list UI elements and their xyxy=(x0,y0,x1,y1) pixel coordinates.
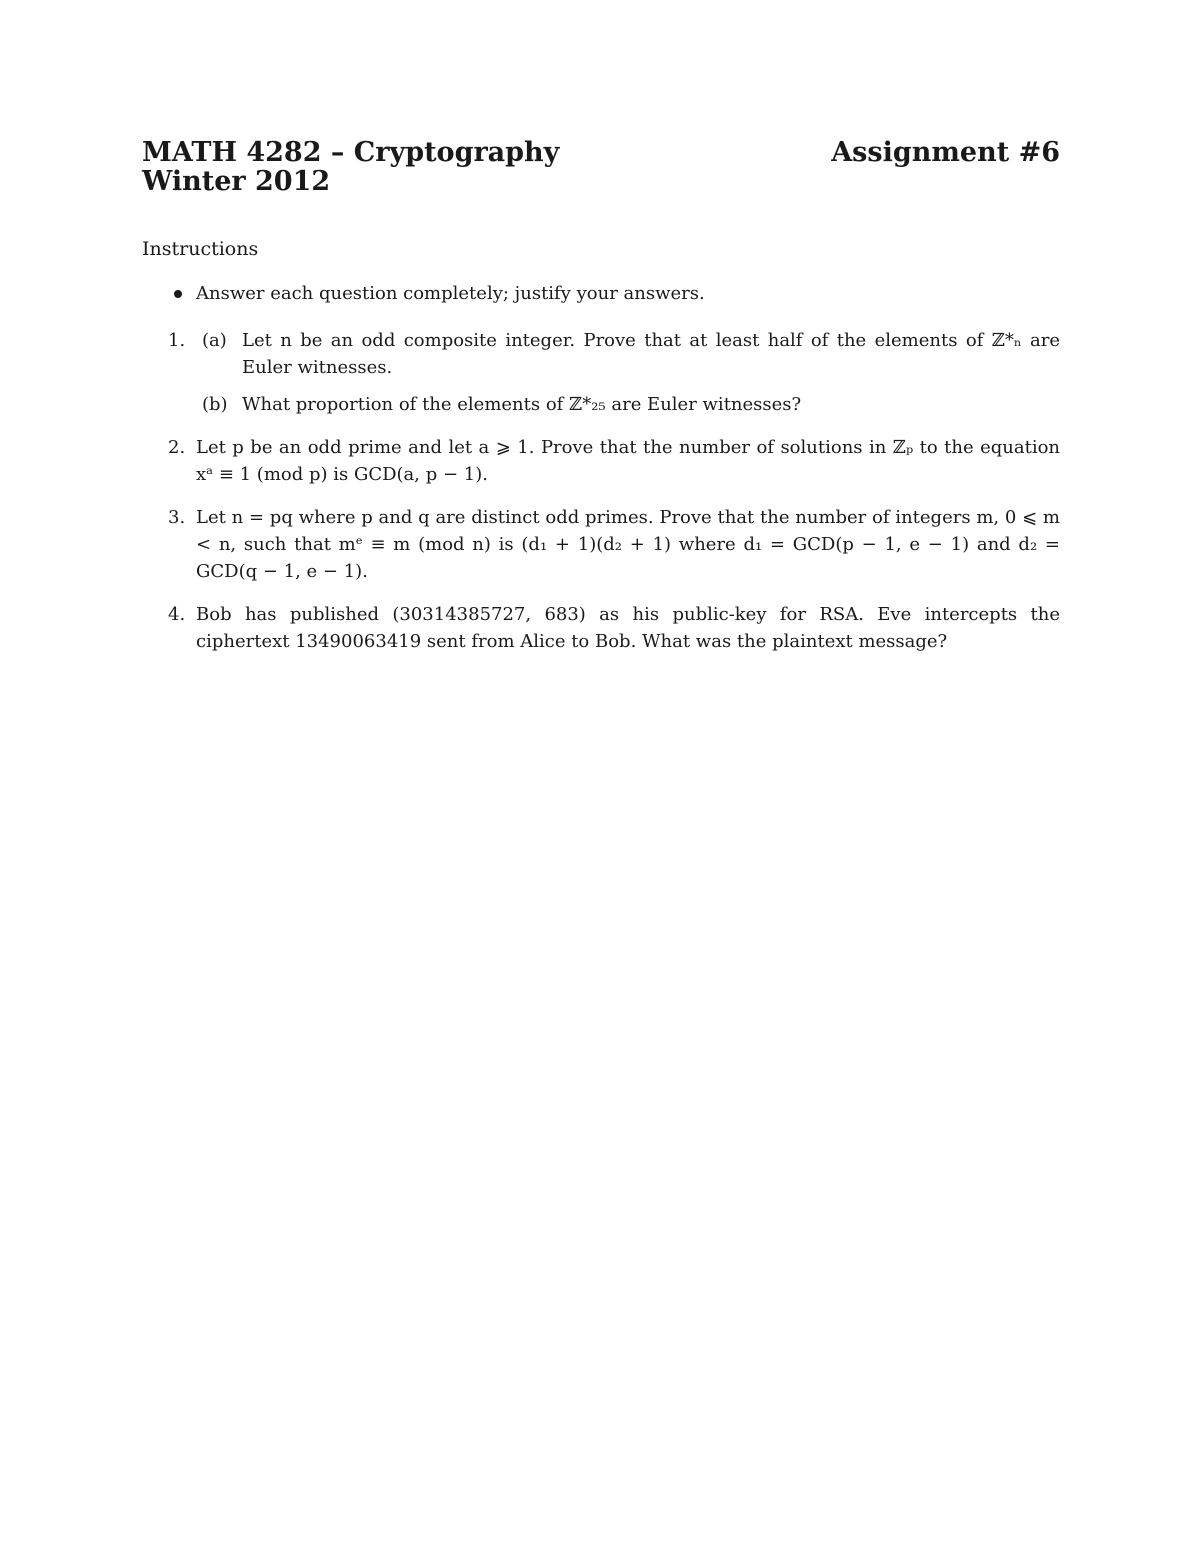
instruction-bullet xyxy=(142,280,1060,307)
question-1-part-a xyxy=(196,327,1060,381)
instruction-text: Answer each question completely; justify your answers. xyxy=(196,283,705,304)
assignment-number: Assignment #6 xyxy=(831,137,1060,168)
question-3 xyxy=(142,504,1060,585)
question-list xyxy=(142,327,1060,655)
part-label: (a) xyxy=(202,330,227,351)
question-number: 3. xyxy=(168,507,186,528)
question-text: Bob has published (30314385727, 683) as his public-key for RSA. Eve intercepts the ciphertext 13490063419 sent from Alice to Bob. What was the plaintext message? xyxy=(196,604,1060,652)
question-text: Let n = pq where p and q are distinct odd primes. Prove that the number of integers m, 0 ⩽ m < n, such that mᵉ ≡ m (mod n) is (d₁ + 1)(d₂ + 1) where d₁ = GCD(p − 1, e − 1) and d₂ = GCD(q − 1, e − 1). xyxy=(196,507,1060,582)
question-number: 4. xyxy=(168,604,186,625)
header xyxy=(142,138,1060,167)
course-title: MATH 4282 – Cryptography xyxy=(142,137,560,168)
part-text: What proportion of the elements of ℤ*₂₅ are Euler witnesses? xyxy=(242,394,802,415)
question-number: 2. xyxy=(168,437,186,458)
part-text: Let n be an odd composite integer. Prove that at least half of the elements of ℤ*ₙ are Euler witnesses. xyxy=(242,330,1060,378)
instructions-heading: Instructions xyxy=(142,238,259,260)
part-label: (b) xyxy=(202,394,228,415)
term: Winter 2012 xyxy=(142,166,331,197)
question-1-part-b xyxy=(196,391,1060,418)
bullet-icon xyxy=(174,290,182,298)
question-2 xyxy=(142,434,1060,488)
question-1 xyxy=(142,327,1060,418)
assignment-page xyxy=(142,138,1060,671)
question-number: 1. xyxy=(168,330,186,351)
question-4 xyxy=(142,601,1060,655)
question-text: Let p be an odd prime and let a ⩾ 1. Prove that the number of solutions in ℤₚ to the equation xᵃ ≡ 1 (mod p) is GCD(a, p − 1). xyxy=(196,437,1060,485)
